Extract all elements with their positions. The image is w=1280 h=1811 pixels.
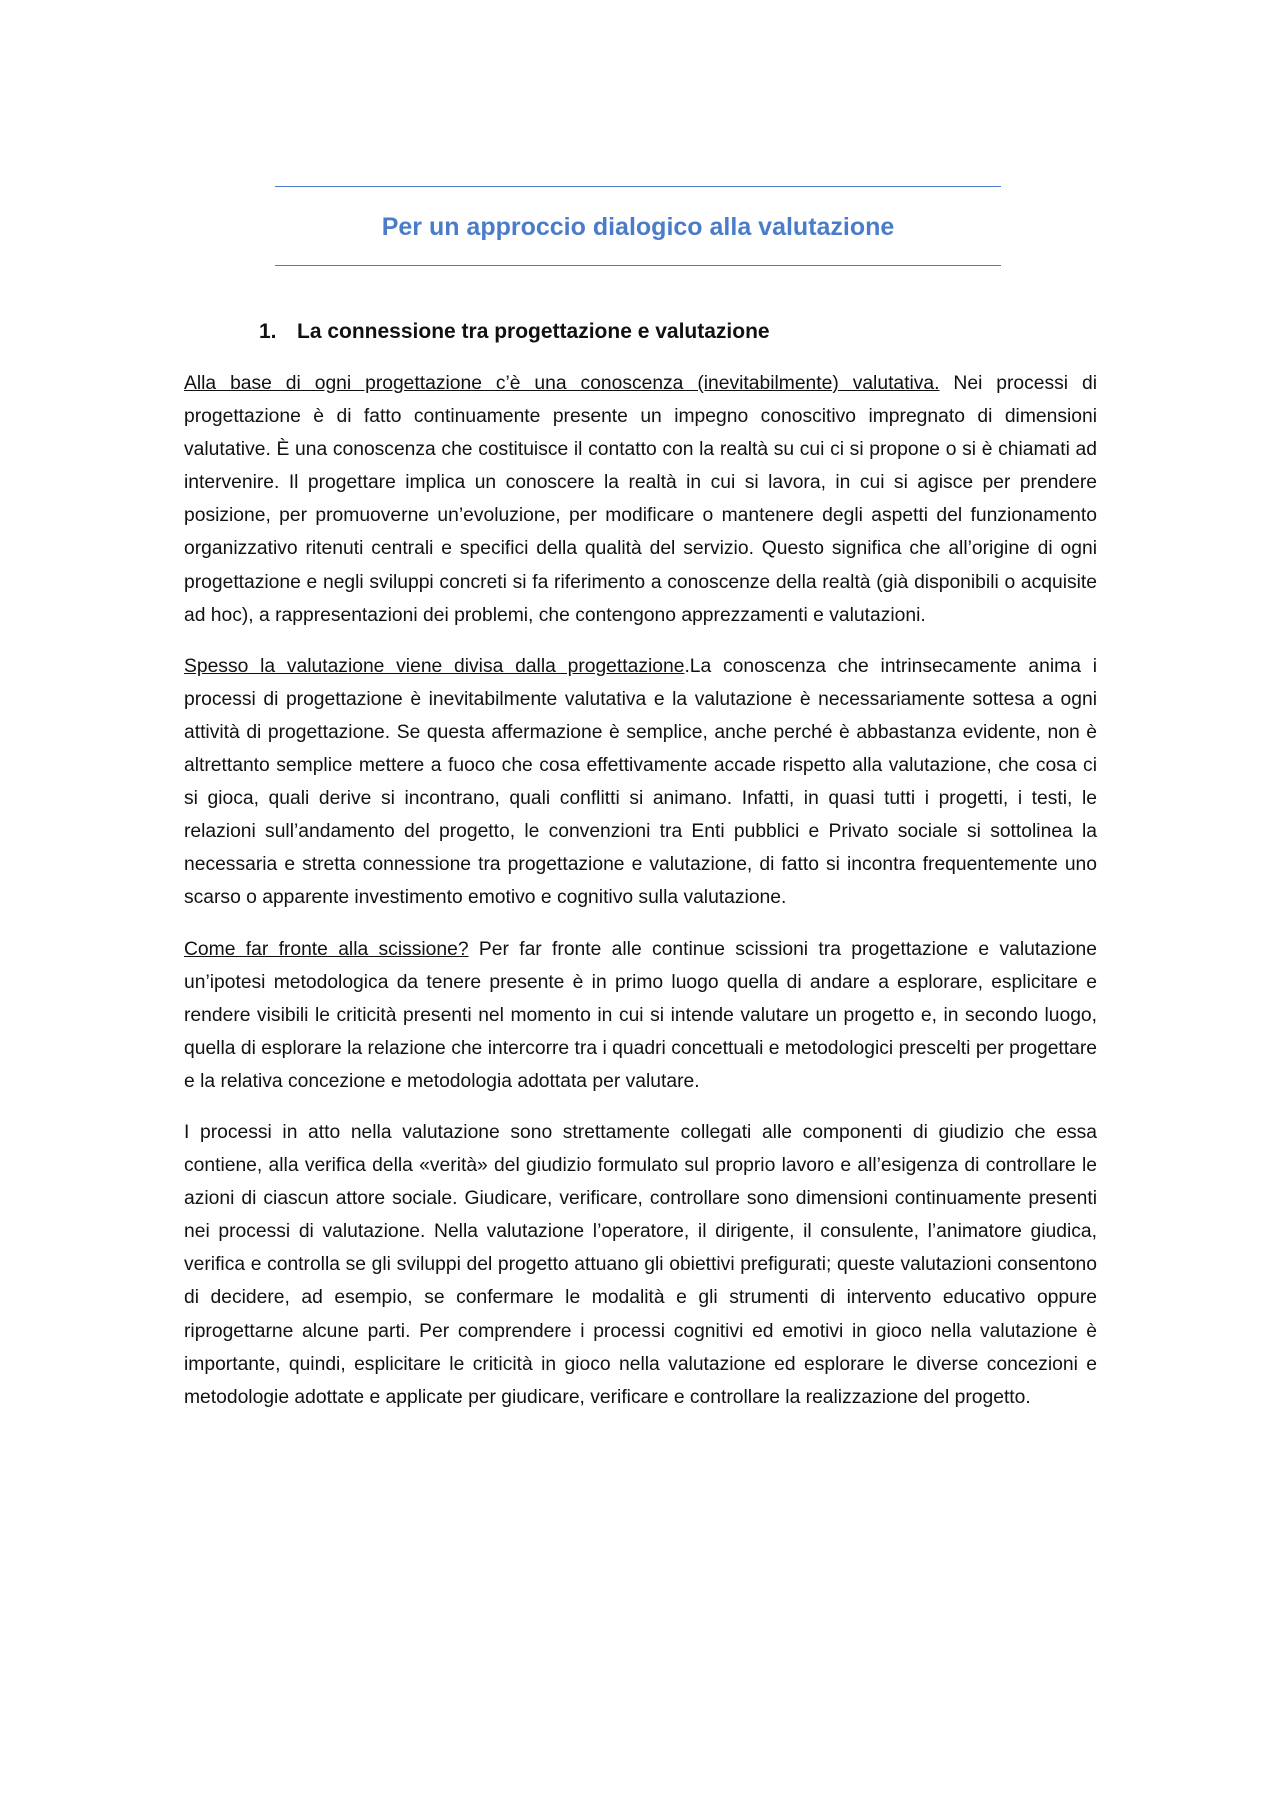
paragraph-text: Nei processi di progettazione è di fatto continuamente presente un impegno conoscitivo impregnato di dimensioni valutative. È una conoscenza che costituisce il contatto con la realtà su cui ci si propone o si è chiamati ad intervenire. Il progettare implica un conoscere la realtà in cui si lavora, in cui si agisce per prendere posizione, per promuoverne un’evoluzione, per modificare o mantenere degli aspetti del funzionamento organizzativo ritenuti centrali e specifici della qualità del servizio. Questo significa che all’origine di ogni progettazione e negli sviluppi concreti si fa riferimento a conoscenze della realtà (già disponibili o acquisite ad hoc), a rappresentazioni dei problemi, che contengono apprezzamenti e valutazioni. <box>184 373 1098 626</box>
title-block <box>275 186 1001 266</box>
paragraph-lead: Alla base di ogni progettazione c’è una conoscenza (inevitabilmente) valutativa. <box>184 373 940 394</box>
document-title: Per un approccio dialogico alla valutazione <box>381 213 895 241</box>
section-heading-text: La connessione tra progettazione e valutazione <box>297 320 770 343</box>
paragraph <box>184 367 1097 632</box>
paragraph-text: .La conoscenza che intrinsecamente anima i processi di progettazione è inevitabilmente valutativa e la valutazione è necessariamente sottesa a ogni attività di progettazione. Se questa affermazione è semplice, anche perché è abbastanza evidente, non è altrettanto semplice mettere a fuoco che cosa effettivamente accade rispetto alla valutazione, che cosa ci si gioca, quali derive si incontrano, quali conflitti si animano. Infatti, in quasi tutti i progetti, i testi, le relazioni sull’andamento del progetto, le convenzioni tra Enti pubblici e Privato sociale si sottolinea la necessaria e stretta connessione tra progettazione e valutazione, di fatto si incontra frequentemente uno scarso o apparente investimento emotivo e cognitivo sulla valutazione. <box>184 655 1097 909</box>
title-bottom-rule <box>275 265 1001 266</box>
section-heading <box>259 317 770 347</box>
paragraph-lead: Spesso la valutazione viene divisa dalla progettazione <box>184 655 685 677</box>
section-number: 1. <box>259 320 277 343</box>
title-top-rule <box>275 186 1001 187</box>
paragraph <box>184 933 1097 1098</box>
paragraph <box>184 1116 1097 1414</box>
paragraph-lead: Come far fronte alla scissione? <box>184 938 469 960</box>
paragraph-text: I processi in atto nella valutazione sono strettamente collegati alle componenti di giudizio che essa contiene, alla verifica della «verità» del giudizio formulato sul proprio lavoro e all’esigenza di controllare le azioni di ciascun attore sociale. Giudicare, verificare, controllare sono dimensioni continuamente presenti nei processi di valutazione. Nella valutazione l’operatore, il dirigente, il consulente, l’animatore giudica, verifica e controlla se gli sviluppi del progetto attuano gli obiettivi prefigurati; queste valutazioni consentono di decidere, ad esempio, se confermare le modalità e gli strumenti di intervento educativo oppure riprogettarne alcune parti. Per comprendere i processi cognitivi ed emotivi in gioco nella valutazione è importante, quindi, esplicitare le criticità in gioco nella valutazione ed esplorare le diverse concezioni e metodologie adottate e applicate per giudicare, verificare e controllare la realizzazione del progetto. <box>184 1121 1097 1408</box>
paragraph <box>184 650 1097 915</box>
document-body <box>184 367 1097 1432</box>
paragraph-text: Per far fronte alle continue scissioni tra progettazione e valutazione un’ipotesi metodologica da tenere presente è in primo luogo quella di andare a esplorare, esplicitare e rendere visibili le criticità presenti nel momento in cui si intende valutare un progetto e, in secondo luogo, quella di esplorare la relazione che intercorre tra i quadri concettuali e metodologici prescelti per progettare e la relativa concezione e metodologia adottata per valutare. <box>184 938 1097 1092</box>
